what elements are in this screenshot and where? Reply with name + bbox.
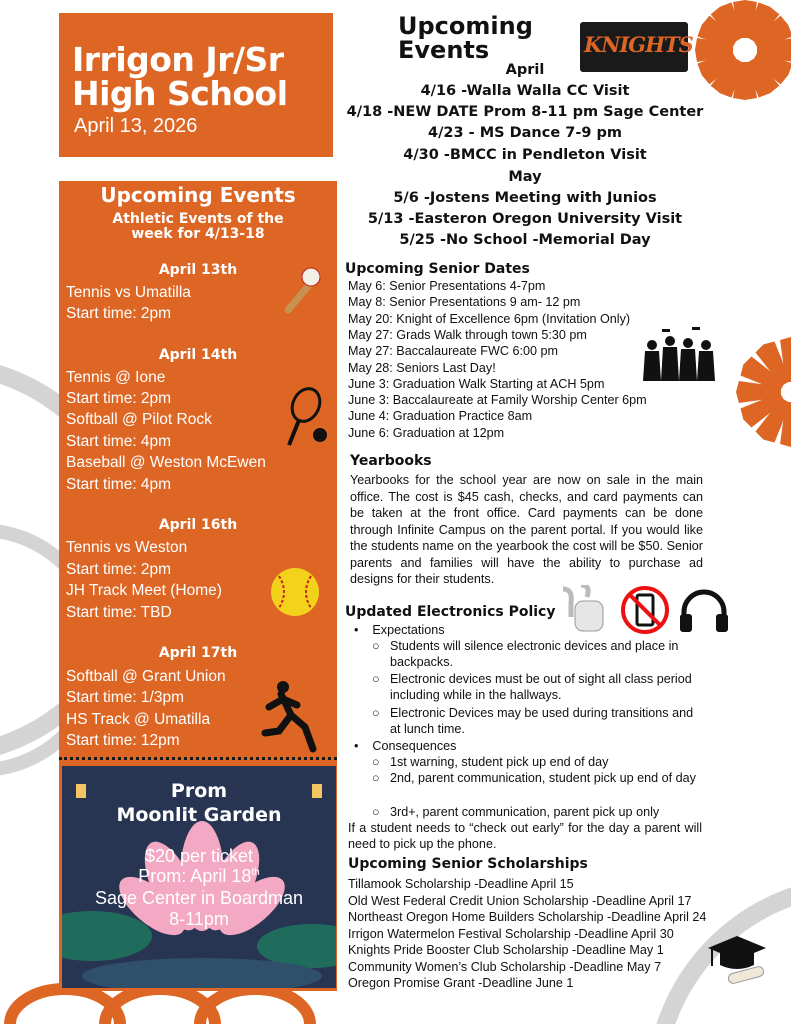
event-line: Start time: TBD — [66, 604, 172, 621]
event-line: Start time: 1/3pm — [66, 689, 185, 706]
graduates-icon — [640, 327, 720, 381]
athletics-subtitle-1: Athletic Events of the — [112, 211, 284, 227]
senior-date-item: May 28: Seniors Last Day! — [348, 360, 496, 375]
expectations-label: • Expectations — [354, 623, 445, 637]
baseball-bat-icon — [279, 265, 329, 319]
scholarship-item: Knights Pride Booster Club Scholarship -Deadline May 1 — [348, 943, 664, 957]
no-phone-icon — [620, 585, 670, 635]
event-item: 5/25 -No School -Memorial Day — [399, 232, 651, 248]
prom-title: Prom — [170, 780, 228, 802]
event-line: HS Track @ Umatilla — [66, 711, 211, 728]
senior-date-item: June 3: Baccalaureate at Family Worship Center 6pm — [348, 393, 647, 408]
prom-card — [62, 766, 336, 988]
athletics-title: Upcoming Events — [100, 183, 296, 207]
expectation-item: ○ Electronic devices must be out of sight all class period including while in the hallways. — [372, 671, 702, 703]
senior-date-item: June 3: Graduation Walk Starting at ACH 5pm — [348, 376, 605, 391]
expectation-text: Electronic devices must be out of sight all class period including while in the hallways. — [390, 672, 692, 702]
event-line: Tennis @ Ione — [66, 369, 166, 386]
consequence-item: ○ 1st warning, student pick up end of day — [372, 754, 702, 770]
expectation-item: ○ Electronic Devices may be used during transitions and at lunch time. — [372, 705, 702, 737]
event-line: Tennis vs Umatilla — [66, 284, 191, 301]
newsletter-date: April 13, 2026 — [74, 115, 198, 137]
senior-date-item: May 27: Grads Walk through town 5:30 pm — [348, 327, 587, 342]
senior-dates-title: Upcoming Senior Dates — [345, 261, 530, 277]
expectations-text: Expectations — [372, 623, 445, 637]
scholarship-item: Oregon Promise Grant -Deadline June 1 — [348, 976, 574, 990]
event-line: Tennis vs Weston — [66, 539, 188, 556]
senior-date-item: May 20: Knight of Excellence 6pm (Invitation Only) — [348, 311, 631, 326]
earbuds-icon — [553, 585, 607, 635]
school-name: Irrigon Jr/Sr High School — [72, 40, 288, 113]
consequence-text: 3rd+, parent communication, parent pick up only — [390, 805, 660, 819]
logo-text: KNIGHTS — [584, 32, 693, 57]
senior-date-item: May 27: Baccalaureate FWC 6:00 pm — [348, 344, 558, 359]
prom-date-text: Prom: April 18 — [138, 866, 252, 886]
event-line: Start time: 12pm — [66, 732, 180, 749]
scholarship-item: Northeast Oregon Home Builders Scholarship -Deadline April 24 — [348, 910, 707, 924]
expectation-text: Electronic Devices may be used during transitions and at lunch time. — [390, 706, 694, 736]
event-line: Start time: 2pm — [66, 305, 172, 322]
event-item: 4/30 -BMCC in Pendleton Visit — [403, 147, 647, 163]
consequence-item: ○ 2nd, parent communication, student pick up end of day — [372, 770, 702, 786]
prom-time: 8-11pm — [169, 909, 229, 929]
event-line: Start time: 4pm — [66, 476, 172, 493]
prom-theme: Moonlit Garden — [116, 804, 282, 826]
prom-date — [62, 866, 336, 887]
consequence-text: 2nd, parent communication, student pick up end of day — [390, 771, 696, 785]
senior-date-item: June 4: Graduation Practice 8am — [348, 409, 533, 424]
electronics-title: Updated Electronics Policy — [345, 604, 556, 620]
scholarship-item: Old West Federal Credit Union Scholarship -Deadline April 17 — [348, 893, 692, 908]
month-heading: April — [505, 62, 545, 78]
headphones-icon — [678, 586, 730, 634]
scholarships-title: Upcoming Senior Scholarships — [348, 856, 588, 872]
event-line: Softball @ Pilot Rock — [66, 411, 212, 428]
event-line: Start time: 2pm — [66, 390, 172, 407]
day-april-16: April 16th — [158, 517, 238, 533]
month-heading: May — [508, 169, 542, 185]
consequences-label: • Consequences — [354, 739, 457, 753]
event-item: 5/6 -Jostens Meeting with Junios — [393, 190, 657, 206]
prom-date-suffix: th — [251, 867, 260, 878]
dotted-divider — [59, 757, 337, 760]
event-item: 4/16 -Walla Walla CC Visit — [420, 83, 630, 99]
senior-date-item: June 6: Graduation at 12pm — [348, 425, 505, 440]
day-april-14: April 14th — [158, 347, 238, 363]
event-item: 4/18 -NEW DATE Prom 8-11 pm Sage Center — [346, 104, 704, 120]
upcoming-events-title: Upcoming Events — [398, 12, 533, 64]
yearbooks-title: Yearbooks — [350, 453, 432, 469]
consequence-text: 1st warning, student pick up end of day — [390, 755, 609, 769]
graduation-cap-icon — [706, 932, 768, 984]
senior-date-item: May 6: Senior Presentations 4-7pm — [348, 279, 546, 293]
yearbooks-text: Yearbooks for the school year are now on sale in the main office. The cost is $45 cash, checks, and card payments can be taken at the front office. Card payments can be done through Infinite Campus on the parent portal. If you would like the students name on the yearbook the cost will be $50. Senior parents and families will have the ability to purchase ad designs for their students. — [350, 473, 703, 586]
event-line: Baseball @ Weston McEwen — [66, 454, 266, 471]
prom-price: $20 per ticket — [144, 846, 254, 866]
expectation-text: Students will silence electronic devices and place in backpacks. — [390, 639, 679, 669]
senior-date-item: May 8: Senior Presentations 9 am- 12 pm — [348, 295, 581, 310]
event-line: Start time: 2pm — [66, 561, 172, 578]
tennis-racket-icon — [284, 387, 332, 449]
consequence-item: ○ 3rd+, parent communication, parent pick up only — [372, 804, 702, 820]
softball-icon — [269, 566, 321, 618]
athletics-subtitle-2: week for 4/13-18 — [131, 226, 265, 242]
event-item: 4/23 - MS Dance 7-9 pm — [428, 125, 622, 141]
runner-icon — [261, 679, 323, 753]
day-april-13: April 13th — [158, 262, 238, 278]
event-line: JH Track Meet (Home) — [66, 582, 222, 599]
scholarship-item: Irrigon Watermelon Festival Scholarship -Deadline April 30 — [348, 926, 674, 941]
checkout-note: If a student needs to “check out early” for the day a parent will need to pick up the phone. — [348, 821, 702, 851]
event-item: 5/13 -Easteron Oregon University Visit — [367, 211, 683, 227]
school-header — [59, 13, 333, 157]
expectation-item: ○ Students will silence electronic devices and place in backpacks. — [372, 638, 702, 670]
event-line: Start time: 4pm — [66, 433, 172, 450]
consequences-text: Consequences — [372, 739, 457, 753]
scholarship-item: Tillamook Scholarship -Deadline April 15 — [348, 877, 574, 891]
prom-location: Sage Center in Boardman — [94, 888, 304, 908]
event-line: Softball @ Grant Union — [66, 668, 226, 685]
day-april-17: April 17th — [158, 645, 238, 661]
scholarship-item: Community Women’s Club Scholarship -Deadline May 7 — [348, 959, 662, 974]
